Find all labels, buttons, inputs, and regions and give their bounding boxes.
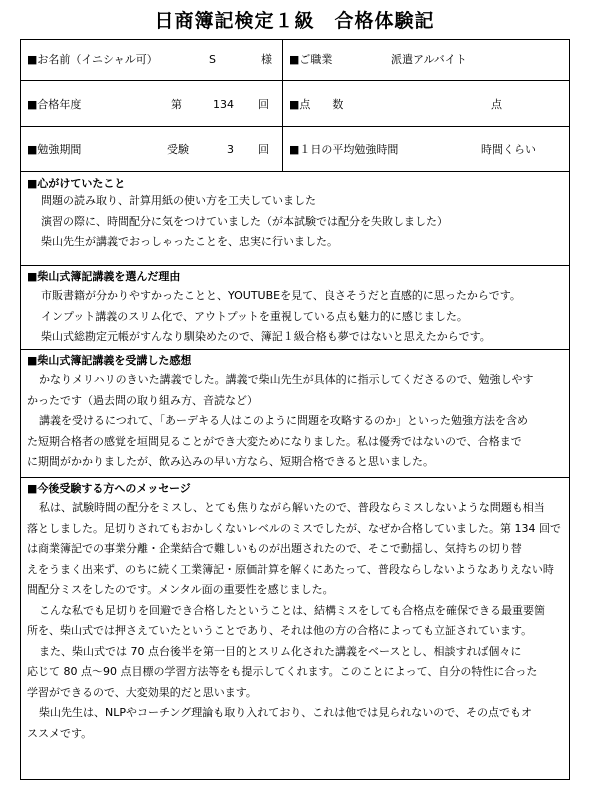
section-divider [21, 477, 569, 478]
period-value: 3 [227, 143, 234, 156]
text-line: 応じて 80 点～90 点目標の学習方法等をも提示してくれます。このことによって、自分の特性に合った [27, 665, 538, 678]
job-value: 派遣アルバイト [391, 53, 467, 66]
text-line: 柴山式総勘定元帳がすんなり馴染めたので、簿記１級合格も夢ではないと思えたからです。 [41, 330, 491, 343]
text-line: た短期合格者の感覚を垣間見ることができ大変ためになりました。私は優秀ではないので、合格まで [27, 434, 522, 448]
section-divider [21, 349, 569, 350]
section-body-impressions [27, 370, 563, 473]
period-suffix: 回 [258, 143, 269, 156]
daily-value: 時間くらい [481, 143, 536, 156]
row-divider [21, 80, 569, 81]
score-suffix: 点 [491, 98, 502, 111]
text-line: は商業簿記での事業分離・企業結合で難しいものが出題されたので、そこで動揺し、気持ちの切り替 [27, 542, 522, 555]
text-line: 柴山先生は、NLPやコーチング理論も取り入れており、これは他では見られないので、その点でもオ [39, 706, 532, 719]
text-line: 私は、試験時間の配分をミスし、とても焦りながら解いたので、普段ならミスしないような問題も相当 [39, 501, 545, 514]
text-line: ススメです。 [27, 726, 93, 740]
text-line: インプット講義のスリム化で、アウトプットを重視している点も魅力的に感じました。 [41, 309, 468, 323]
row-divider [21, 126, 569, 127]
section-body-message [27, 498, 563, 744]
column-divider [282, 40, 283, 171]
year-value: 134 [213, 98, 234, 111]
text-line: 問題の読み取り、計算用紙の使い方を工夫していました [41, 194, 316, 207]
document-title: 日商簿記検定１級 合格体験記 [154, 10, 435, 32]
name-suffix: 様 [261, 53, 272, 66]
daily-label: ■１日の平均勉強時間 [289, 143, 399, 156]
year-suffix: 回 [258, 98, 269, 111]
text-line: 講義を受けるにつれて、「あーデキる人はこのように問題を攻略するのか」といった勉強方法を含め [39, 414, 529, 427]
section-heading-reason: ■柴山式簿記講義を選んだ理由 [27, 270, 181, 283]
text-line: 市販書籍が分かりやすかったことと、YOUTUBEを見て、良さそうだと直感的に思ったからです。 [41, 289, 521, 302]
text-line: 柴山先生が講義でおっしゃったことを、忠実に行いました。 [41, 235, 338, 248]
section-body-mindset [27, 191, 563, 253]
year-prefix: 第 [171, 98, 182, 111]
text-line: に期間がかかりましたが、飲み込みの早い方なら、短期合格できると思いました。 [27, 455, 434, 468]
text-line: 所を、柴山式では押さえていたということであり、それは他の方の合格によっても立証されています。 [27, 624, 533, 637]
text-line: 落としました。足切りされてもおかしくないレベルのミスでしたが、なぜか合格していました。第 134 回で [27, 521, 561, 535]
text-line: えをうまく出来ず、のちに続く工業簿記・原価計算を解くにあたって、普段ならしないようなありえない時 [27, 562, 554, 576]
text-line: 演習の際に、時間配分に気をつけていました（が本試験では配分を失敗しました） [41, 214, 448, 228]
text-line: こんな私でも足切りを回避でき合格したということは、結構ミスをしても合格点を確保できる最重要箇 [39, 603, 545, 617]
text-line: また、柴山式では 70 点台後半を第一目的とスリム化された講義をベースとし、相談すれば個々に [39, 644, 522, 658]
section-heading-message: ■今後受験する方へのメッセージ [27, 482, 191, 495]
period-label: ■勉強期間 [27, 143, 82, 156]
row-divider [21, 171, 569, 172]
name-value: S [209, 53, 216, 66]
text-line: かなりメリハリのきいた講義でした。講義で柴山先生が具体的に指示してくださるので、勉強しやす [39, 373, 534, 386]
text-line: かったです（過去問の取り組み方、音読など） [27, 393, 258, 407]
name-label: ■お名前（イニシャル可） [27, 53, 158, 66]
text-line: 間配分ミスをしたのです。メンタル面の重要性を感じました。 [27, 583, 334, 596]
year-label: ■合格年度 [27, 98, 82, 111]
score-label: ■点 数 [289, 98, 344, 111]
job-label: ■ご職業 [289, 53, 333, 66]
section-body-reason [27, 286, 563, 348]
section-heading-impressions: ■柴山式簿記講義を受講した感想 [27, 354, 192, 367]
text-line: 学習ができるので、大変効果的だと思います。 [27, 685, 257, 699]
form-sheet [20, 39, 570, 780]
section-heading-mindset: ■心がけていたこと [27, 177, 126, 190]
section-divider [21, 265, 569, 266]
period-prefix: 受験 [167, 143, 189, 156]
